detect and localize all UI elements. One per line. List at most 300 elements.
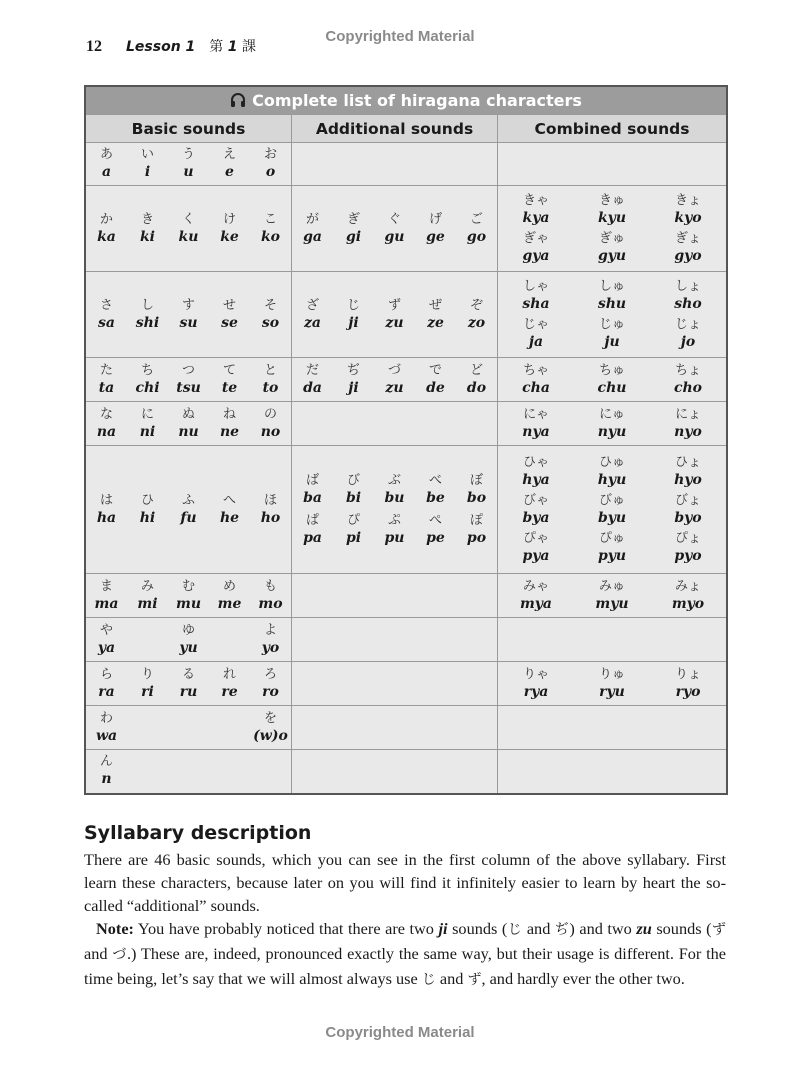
hiragana-glyph: さ xyxy=(99,297,113,313)
table-row xyxy=(85,143,727,186)
romaji-label: ge xyxy=(426,228,445,245)
hiragana-glyph: そ xyxy=(263,297,277,313)
hiragana-glyph: べ xyxy=(428,472,442,488)
kana-pair xyxy=(86,147,127,181)
hiragana-glyph: め xyxy=(222,578,236,594)
romaji-label: ji xyxy=(348,314,359,331)
kana-pair xyxy=(86,667,127,701)
kana-pair xyxy=(333,363,374,397)
kana-pair xyxy=(86,711,127,745)
table-row xyxy=(85,706,727,750)
romaji-label: sha xyxy=(522,295,550,312)
hiragana-glyph: びゅ xyxy=(598,492,625,508)
kana-pair xyxy=(127,711,168,745)
hiragana-glyph: みゃ xyxy=(522,578,549,594)
kana-pair xyxy=(333,473,374,507)
hiragana-glyph: ぴゅ xyxy=(598,530,625,546)
basic-sounds-cell xyxy=(85,618,292,662)
romaji-label: ke xyxy=(220,228,239,245)
kana-pair xyxy=(127,407,168,441)
romaji-label: hi xyxy=(139,509,156,526)
combined-sounds-cell xyxy=(498,706,728,750)
additional-sounds-cell xyxy=(292,143,498,186)
hiragana-glyph: い xyxy=(140,147,154,162)
romaji-label: gyu xyxy=(597,247,627,264)
kana-pair xyxy=(127,212,168,246)
romaji-label: ta xyxy=(98,379,115,396)
kana-pair xyxy=(415,212,456,246)
romaji-label: ga xyxy=(303,228,322,245)
column-header-basic: Basic sounds xyxy=(85,115,292,143)
additional-sounds-cell xyxy=(292,272,498,358)
hiragana-glyph: あ xyxy=(99,147,113,162)
combined-sounds-cell xyxy=(498,750,728,794)
basic-sounds-cell xyxy=(85,358,292,402)
additional-sounds-cell xyxy=(292,574,498,618)
romaji-label: ku xyxy=(178,228,199,245)
romaji-label: gi xyxy=(345,228,362,245)
kana-pair xyxy=(456,513,497,547)
kana-pair xyxy=(127,363,168,397)
kana-pair xyxy=(574,363,650,397)
kana-pair xyxy=(292,298,333,332)
romaji-label: nyo xyxy=(674,423,702,440)
basic-sounds-cell xyxy=(85,186,292,272)
paragraph-intro: There are 46 basic sounds, which you can see in the first column of the above syllabary. First learn these characters, because later on you will find it infinitely easier to learn by heart the so-called “additional” sounds. xyxy=(84,850,726,915)
romaji-label: (w)o xyxy=(253,727,288,744)
romaji-label: a xyxy=(101,164,112,180)
romaji-label: do xyxy=(466,379,487,396)
table-row xyxy=(85,574,727,618)
kana-pair xyxy=(127,667,168,701)
romaji-label: hya xyxy=(522,471,550,488)
romaji-label: pe xyxy=(426,529,445,546)
romaji-label: mo xyxy=(258,595,283,612)
romaji-label: ze xyxy=(427,314,444,331)
kana-pair xyxy=(168,623,209,657)
romaji-label: hyo xyxy=(674,471,702,488)
hiragana-glyph: つ xyxy=(181,362,195,378)
romaji-label: na xyxy=(96,423,117,440)
romaji-label: ma xyxy=(94,595,119,612)
basic-sounds-cell xyxy=(85,750,292,794)
hiragana-glyph: ぎゅ xyxy=(598,230,625,246)
romaji-label: myo xyxy=(671,595,705,612)
kana-pair xyxy=(168,667,209,701)
romaji-label: shu xyxy=(597,295,627,312)
kana-pair xyxy=(456,473,497,507)
hiragana-glyph: う xyxy=(181,147,195,162)
kana-pair xyxy=(498,279,574,313)
kana-pair xyxy=(209,623,250,657)
hiragana-glyph: きゃ xyxy=(522,192,549,208)
lesson-label: Lesson 1 xyxy=(126,39,196,55)
hiragana-glyph: ちゃ xyxy=(522,362,549,378)
additional-sounds-cell xyxy=(292,446,498,574)
hiragana-glyph: ぞ xyxy=(469,297,483,313)
romaji-label: o xyxy=(265,164,276,180)
hiragana-glyph: ど xyxy=(469,362,483,378)
romaji-label: pya xyxy=(522,547,550,564)
additional-sounds-cell xyxy=(292,402,498,446)
hiragana-glyph: じ xyxy=(346,297,360,313)
romaji-label: re xyxy=(221,683,238,700)
kana-pair xyxy=(209,579,250,613)
kana-pair xyxy=(574,667,650,701)
hiragana-glyph: ね xyxy=(222,406,236,422)
romaji-label: shi xyxy=(135,314,160,331)
kana-pair xyxy=(292,473,333,507)
hiragana-glyph: ぶ xyxy=(387,472,401,488)
kana-pair xyxy=(168,579,209,613)
hiragana-glyph: ぴゃ xyxy=(522,530,549,546)
kana-pair xyxy=(86,212,127,246)
romaji-label: sho xyxy=(674,295,702,312)
romaji-label: ju xyxy=(604,333,620,350)
romaji-label: ryu xyxy=(599,683,625,700)
basic-sounds-cell xyxy=(85,402,292,446)
kana-pair xyxy=(574,279,650,313)
romaji-label: i xyxy=(144,164,151,180)
romaji-label: zu xyxy=(385,314,404,331)
kana-pair xyxy=(86,493,127,527)
kana-pair xyxy=(168,212,209,246)
romaji-label: ni xyxy=(139,423,156,440)
romaji-label: pu xyxy=(384,529,405,546)
romaji-label: za xyxy=(303,314,322,331)
kana-pair xyxy=(127,493,168,527)
hiragana-glyph: しゃ xyxy=(522,278,549,294)
hiragana-glyph: え xyxy=(222,147,236,162)
kana-pair xyxy=(650,279,726,313)
romaji-label: ja xyxy=(528,333,544,350)
romaji-label: nu xyxy=(178,423,199,440)
hiragana-glyph: りょ xyxy=(674,666,701,682)
hiragana-glyph: ひょ xyxy=(674,454,701,470)
romaji-label: ne xyxy=(219,423,240,440)
kana-pair xyxy=(168,493,209,527)
hiragana-glyph: き xyxy=(140,211,154,227)
hiragana-glyph: ひゃ xyxy=(522,454,549,470)
romaji-label: go xyxy=(466,228,487,245)
hiragana-glyph: り xyxy=(140,666,154,682)
kana-pair xyxy=(498,493,574,527)
romaji-label: se xyxy=(221,314,238,331)
kana-pair xyxy=(292,212,333,246)
romaji-label: bya xyxy=(522,509,550,526)
hiragana-glyph: ぴ xyxy=(346,512,360,528)
hiragana-glyph: ざ xyxy=(305,297,319,313)
romaji-label: de xyxy=(426,379,445,396)
combined-sounds-cell xyxy=(498,618,728,662)
romaji-label: gyo xyxy=(674,247,702,264)
kana-pair xyxy=(415,473,456,507)
romaji-label: gu xyxy=(384,228,405,245)
kana-pair xyxy=(250,493,291,527)
kana-pair xyxy=(86,298,127,332)
hiragana-glyph: びょ xyxy=(674,492,701,508)
kana-pair xyxy=(574,579,650,613)
hiragana-glyph: ぎょ xyxy=(674,230,701,246)
hiragana-glyph: わ xyxy=(99,710,113,726)
hiragana-glyph: み xyxy=(140,578,154,594)
romaji-label: pi xyxy=(345,529,362,546)
combined-sounds-cell xyxy=(498,143,728,186)
romaji-label: ba xyxy=(303,489,322,506)
kana-pair xyxy=(415,363,456,397)
hiragana-glyph: りゅ xyxy=(598,666,625,682)
kana-pair xyxy=(650,493,726,527)
romaji-label: zu xyxy=(385,379,404,396)
hiragana-glyph: よ xyxy=(263,622,277,638)
additional-sounds-cell xyxy=(292,662,498,706)
romaji-label: pyu xyxy=(597,547,627,564)
kana-pair xyxy=(498,455,574,489)
kana-pair xyxy=(650,579,726,613)
kana-pair xyxy=(168,407,209,441)
syllabary-description xyxy=(84,822,726,992)
hiragana-glyph: こ xyxy=(263,211,277,227)
headphones-icon xyxy=(230,92,246,108)
kana-pair xyxy=(574,193,650,227)
romaji-label: nyu xyxy=(597,423,627,440)
kana-pair xyxy=(374,473,415,507)
kana-pair xyxy=(250,711,291,745)
romaji-label: po xyxy=(466,529,487,546)
copyright-watermark-bottom: Copyrighted Material xyxy=(325,1024,475,1041)
hiragana-glyph: ま xyxy=(99,578,113,594)
kana-pair xyxy=(127,579,168,613)
table-row xyxy=(85,662,727,706)
hiragana-glyph: ちょ xyxy=(674,362,701,378)
hiragana-glyph: ぽ xyxy=(469,512,483,528)
additional-sounds-cell xyxy=(292,186,498,272)
romaji-label: byu xyxy=(597,509,627,526)
hiragana-glyph: ば xyxy=(305,472,319,488)
hiragana-glyph: れ xyxy=(222,666,236,682)
romaji-label: me xyxy=(217,595,242,612)
kana-pair xyxy=(374,298,415,332)
additional-sounds-cell xyxy=(292,750,498,794)
kana-pair xyxy=(374,363,415,397)
basic-sounds-cell xyxy=(85,574,292,618)
romaji-label: ko xyxy=(260,228,281,245)
basic-sounds-cell xyxy=(85,143,292,186)
kana-pair xyxy=(86,623,127,657)
romaji-label: ki xyxy=(139,228,156,245)
kana-pair xyxy=(650,455,726,489)
kana-pair xyxy=(498,531,574,565)
romaji-label: bo xyxy=(466,489,487,506)
kana-pair xyxy=(250,407,291,441)
combined-sounds-cell xyxy=(498,402,728,446)
combined-sounds-cell xyxy=(498,446,728,574)
kana-pair xyxy=(209,147,250,181)
romaji-label: pyo xyxy=(674,547,702,564)
kana-pair xyxy=(650,193,726,227)
kana-pair xyxy=(415,298,456,332)
basic-sounds-cell xyxy=(85,706,292,750)
kana-pair xyxy=(456,212,497,246)
kana-pair xyxy=(650,531,726,565)
kana-pair xyxy=(292,363,333,397)
kana-pair xyxy=(650,407,726,441)
hiragana-glyph: きゅ xyxy=(598,192,625,208)
kana-pair xyxy=(209,667,250,701)
kana-pair xyxy=(650,317,726,351)
hiragana-glyph: と xyxy=(263,362,277,378)
kana-pair xyxy=(250,667,291,701)
kana-pair xyxy=(374,212,415,246)
romaji-label: myu xyxy=(595,595,629,612)
hiragana-glyph: りゃ xyxy=(522,666,549,682)
kana-pair xyxy=(209,298,250,332)
kana-pair xyxy=(209,363,250,397)
hiragana-glyph: く xyxy=(181,211,195,227)
romaji-label: su xyxy=(179,314,198,331)
hiragana-glyph: か xyxy=(99,211,113,227)
additional-sounds-cell xyxy=(292,618,498,662)
basic-sounds-cell xyxy=(85,446,292,574)
kana-pair xyxy=(498,579,574,613)
table-row xyxy=(85,446,727,574)
kana-pair xyxy=(650,667,726,701)
kana-pair xyxy=(86,363,127,397)
kana-pair xyxy=(127,147,168,181)
hiragana-glyph: む xyxy=(181,578,195,594)
hiragana-glyph: や xyxy=(99,622,113,638)
kana-pair xyxy=(127,623,168,657)
kana-pair xyxy=(574,407,650,441)
romaji-label: da xyxy=(303,379,322,396)
romaji-label: te xyxy=(221,379,238,396)
hiragana-glyph: を xyxy=(263,710,277,726)
table-row xyxy=(85,750,727,794)
kana-pair xyxy=(333,513,374,547)
kana-pair xyxy=(127,298,168,332)
romaji-label: bi xyxy=(345,489,362,506)
hiragana-glyph: ち xyxy=(140,362,154,378)
romaji-label: byo xyxy=(674,509,702,526)
table-row xyxy=(85,358,727,402)
romaji-label: n xyxy=(101,771,112,788)
hiragana-glyph: し xyxy=(140,297,154,313)
kana-pair xyxy=(574,231,650,265)
kana-pair xyxy=(250,212,291,246)
hiragana-glyph: みょ xyxy=(674,578,701,594)
hiragana-glyph: お xyxy=(263,147,277,162)
hiragana-glyph: ぜ xyxy=(428,297,442,313)
kana-pair xyxy=(574,531,650,565)
combined-sounds-cell xyxy=(498,662,728,706)
romaji-label: no xyxy=(260,423,281,440)
additional-sounds-cell xyxy=(292,706,498,750)
hiragana-glyph: ら xyxy=(99,666,113,682)
hiragana-glyph: ちゅ xyxy=(598,362,625,378)
hiragana-glyph: きょ xyxy=(674,192,701,208)
kana-pair xyxy=(498,231,574,265)
paragraph-note: Note: You have probably noticed that there are two ji sounds (じ and ぢ) and two zu sounds (ず and づ.) These are, indeed, pronounced exactly the same way, but their usage is different. For the time being, let’s say that we will almost always use じ and ず, and hardly ever the other two. xyxy=(84,919,727,988)
hiragana-glyph: にゅ xyxy=(599,406,625,422)
hiragana-glyph: に xyxy=(140,406,154,422)
romaji-label: ru xyxy=(179,683,198,700)
kana-pair xyxy=(168,363,209,397)
kana-pair xyxy=(374,513,415,547)
kana-pair xyxy=(498,363,574,397)
hiragana-glyph: ひゅ xyxy=(598,454,625,470)
kana-pair xyxy=(498,667,574,701)
hiragana-glyph: ぎ xyxy=(346,211,360,227)
romaji-label: ri xyxy=(141,683,154,700)
romaji-label: kya xyxy=(522,209,550,226)
romaji-label: to xyxy=(262,379,279,396)
hiragana-glyph: せ xyxy=(222,297,236,313)
romaji-label: cho xyxy=(673,379,703,396)
romaji-label: ryo xyxy=(675,683,701,700)
kana-pair xyxy=(333,298,374,332)
kana-pair xyxy=(209,711,250,745)
romaji-label: jo xyxy=(680,333,696,350)
hiragana-glyph: しょ xyxy=(674,278,701,294)
kana-pair xyxy=(650,363,726,397)
romaji-label: tsu xyxy=(176,379,201,396)
kana-pair xyxy=(456,363,497,397)
romaji-label: yu xyxy=(179,639,198,656)
romaji-label: bu xyxy=(384,489,405,506)
hiragana-glyph: づ xyxy=(387,362,401,378)
hiragana-glyph: ぐ xyxy=(387,211,401,227)
running-head xyxy=(86,36,256,56)
romaji-label: sa xyxy=(98,314,115,331)
hiragana-glyph: ぎゃ xyxy=(522,230,549,246)
kana-pair xyxy=(168,298,209,332)
kana-pair xyxy=(574,455,650,489)
kana-pair xyxy=(209,212,250,246)
basic-sounds-cell xyxy=(85,272,292,358)
column-header-additional: Additional sounds xyxy=(292,115,498,143)
combined-sounds-cell xyxy=(498,186,728,272)
romaji-label: rya xyxy=(523,683,549,700)
combined-sounds-cell xyxy=(498,574,728,618)
hiragana-glyph: にょ xyxy=(675,406,701,422)
kana-pair xyxy=(292,513,333,547)
hiragana-glyph: びゃ xyxy=(522,492,549,508)
hiragana-glyph: ほ xyxy=(263,492,277,508)
combined-sounds-cell xyxy=(498,358,728,402)
romaji-label: he xyxy=(219,509,240,526)
hiragana-glyph: ぱ xyxy=(305,512,319,528)
kana-pair xyxy=(168,711,209,745)
hiragana-glyph: ぢ xyxy=(346,362,360,378)
kana-pair xyxy=(209,407,250,441)
kana-pair xyxy=(250,579,291,613)
kana-pair xyxy=(456,298,497,332)
romaji-label: ho xyxy=(260,509,281,526)
combined-sounds-cell xyxy=(498,272,728,358)
romaji-label: u xyxy=(183,164,194,180)
romaji-label: wa xyxy=(95,727,118,744)
hiragana-glyph: な xyxy=(99,406,113,422)
hiragana-glyph: ふ xyxy=(181,492,195,508)
basic-sounds-cell xyxy=(85,662,292,706)
romaji-label: ji xyxy=(348,379,359,396)
table-row xyxy=(85,618,727,662)
kana-pair xyxy=(498,317,574,351)
romaji-label: ka xyxy=(97,228,116,245)
kana-pair xyxy=(498,193,574,227)
hiragana-glyph: ろ xyxy=(263,666,277,682)
table-row xyxy=(85,402,727,446)
